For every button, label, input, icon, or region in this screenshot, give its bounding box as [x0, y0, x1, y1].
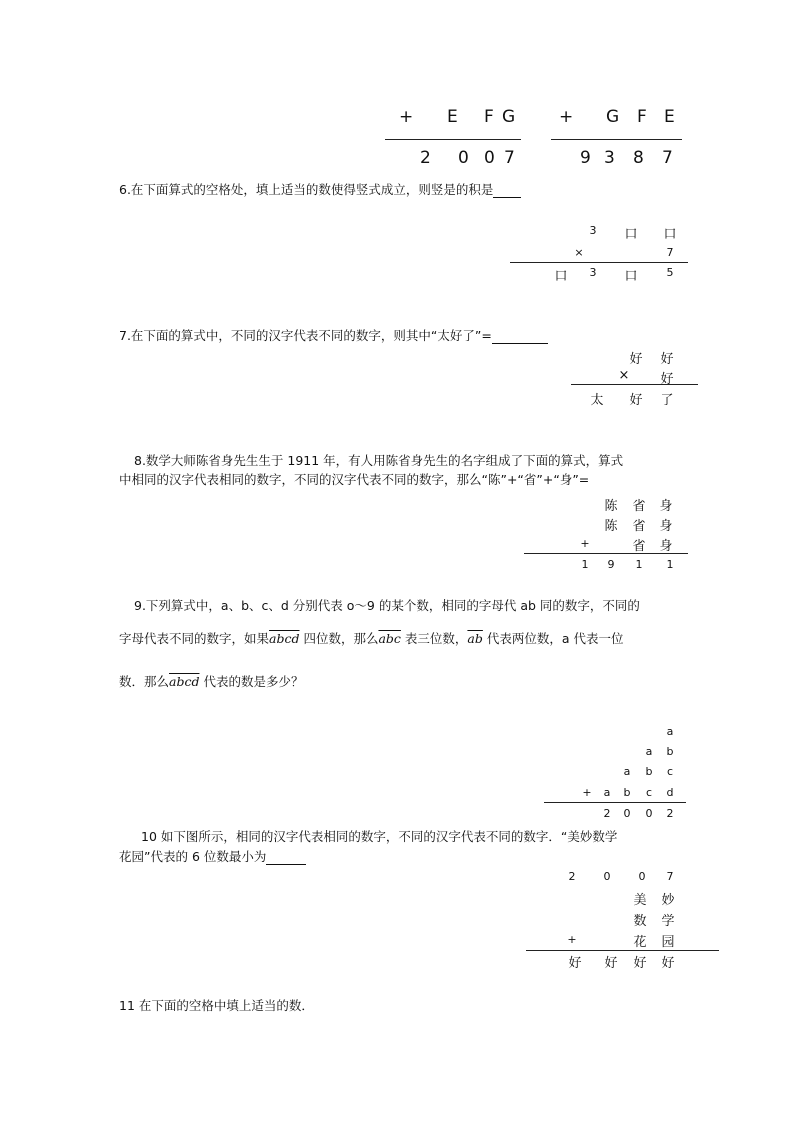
hanzi-digit: 太 — [590, 393, 604, 408]
digit: 7 — [666, 246, 674, 259]
plus-sign: + — [399, 107, 414, 127]
hanzi-digit: 了 — [660, 393, 674, 408]
question-11-text: 11 在下面的空格中填上适当的数． — [119, 998, 314, 1013]
letter-digit: c — [666, 765, 674, 778]
sum-line — [544, 802, 686, 803]
hanzi-digit: 好 — [604, 956, 618, 971]
hanzi-digit: 省 — [632, 539, 646, 554]
answer-blank — [266, 851, 306, 865]
result-digit: 2 — [420, 148, 431, 168]
digit: 7 — [666, 870, 674, 883]
hanzi-digit: 好 — [629, 393, 643, 408]
question-8-line-2: 中相同的汉字代表相同的数字，不同的汉字代表不同的数字，那么“陈”+“省”+“身”= — [119, 472, 590, 487]
result-digit: 7 — [504, 148, 515, 168]
hanzi-digit: 好 — [660, 372, 674, 387]
letter-digit: a — [623, 765, 631, 778]
result-digit: 1 — [635, 558, 643, 571]
hanzi-digit: 美 — [633, 893, 647, 908]
question-9-line-1: 9.下列算式中，a、b、c、d 分别代表 o～9 的某个数，相同的字母代 ab 同的数字，不同的 — [134, 598, 640, 613]
digit: 5 — [666, 266, 674, 279]
question-6-text: 6.在下面算式的空格处，填上适当的数使得竖式成立，则竖是的积是 — [119, 182, 521, 198]
question-10-line-2: 花园”代表的 6 位数最小为 — [119, 849, 306, 865]
overline-abc: $\overline{abc}$ — [378, 631, 401, 646]
box-placeholder: 口 — [624, 269, 638, 284]
result-digit: 9 — [607, 558, 615, 571]
hanzi-digit: 好 — [633, 956, 647, 971]
result-digit: 7 — [662, 148, 673, 168]
hanzi-digit: 身 — [659, 499, 673, 514]
letter-digit: a — [603, 786, 611, 799]
hanzi-digit: 好 — [660, 352, 674, 367]
sum-line — [551, 139, 682, 140]
box-placeholder: 口 — [554, 269, 568, 284]
hanzi-digit: 省 — [632, 519, 646, 534]
digit: 3 — [589, 266, 597, 279]
result-digit: 1 — [581, 558, 589, 571]
hanzi-digit: 妙 — [661, 893, 675, 908]
digit: E — [664, 107, 675, 127]
overline-ab: $\overline{ab}$ — [467, 631, 483, 646]
result-digit: 8 — [633, 148, 644, 168]
plus-sign: + — [567, 933, 577, 946]
sum-line — [385, 139, 521, 140]
hanzi-digit: 学 — [661, 914, 675, 929]
digit: 0 — [638, 870, 646, 883]
overline-abcd: abcd — [269, 631, 300, 646]
result-digit: 2 — [666, 807, 674, 820]
letter-digit: c — [645, 786, 653, 799]
times-sign: × — [574, 246, 584, 259]
plus-sign: + — [580, 537, 590, 550]
box-placeholder: 口 — [624, 227, 638, 242]
result-digit: 0 — [484, 148, 495, 168]
hanzi-digit: 好 — [629, 352, 643, 367]
digit: G — [502, 107, 516, 127]
hanzi-digit: 身 — [659, 519, 673, 534]
plus-sign: + — [559, 107, 574, 127]
digit: F — [637, 107, 647, 127]
hanzi-digit: 好 — [661, 956, 675, 971]
result-digit: 0 — [645, 807, 653, 820]
digit: F — [484, 107, 494, 127]
letter-digit: b — [645, 765, 653, 778]
hanzi-digit: 身 — [659, 539, 673, 554]
question-9-line-2: 字母代表不同的数字，如果abcd 四位数，那么$\overline{abc}$ 表三位数，$\overline{ab}$ 代表两位数，a 代表一位 — [119, 631, 624, 646]
question-9-line-3: 数．那么abcd 代表的数是多少？ — [119, 674, 304, 689]
result-digit: 9 — [580, 148, 591, 168]
digit: 3 — [589, 224, 597, 237]
hanzi-digit: 花 — [633, 935, 647, 950]
question-7-text: 7.在下面的算式中，不同的汉字代表不同的数字，则其中“太好了”= — [119, 328, 548, 344]
letter-digit: a — [645, 745, 653, 758]
result-digit: 1 — [666, 558, 674, 571]
question-10-line-1: 10 如下图所示，相同的汉字代表相同的数字，不同的汉字代表不同的数字．“美妙数学 — [141, 829, 618, 844]
letter-digit: b — [623, 786, 631, 799]
product-line — [571, 384, 698, 385]
sum-line — [526, 950, 719, 951]
result-digit: 3 — [604, 148, 615, 168]
plus-sign: + — [582, 786, 592, 799]
digit: 2 — [568, 870, 576, 883]
result-digit: 2 — [603, 807, 611, 820]
sum-line — [524, 553, 688, 554]
hanzi-digit: 陈 — [604, 519, 618, 534]
hanzi-digit: 省 — [632, 499, 646, 514]
digit: E — [447, 107, 458, 127]
question-8-line-1: 8.数学大师陈省身先生生于 1911 年，有人用陈省身先生的名字组成了下面的算式，算式 — [134, 453, 624, 468]
answer-blank — [492, 330, 548, 344]
digit: G — [606, 107, 620, 127]
letter-digit: d — [666, 786, 674, 799]
overline-abcd: abcd — [169, 674, 200, 689]
product-line — [510, 262, 688, 263]
times-sign: × — [618, 368, 630, 383]
letter-digit: a — [666, 725, 674, 738]
hanzi-digit: 园 — [661, 935, 675, 950]
answer-blank — [493, 184, 521, 198]
hanzi-digit: 好 — [568, 956, 582, 971]
result-digit: 0 — [458, 148, 469, 168]
hanzi-digit: 陈 — [604, 499, 618, 514]
hanzi-digit: 数 — [633, 914, 647, 929]
box-placeholder: 口 — [663, 227, 677, 242]
result-digit: 0 — [623, 807, 631, 820]
digit: 0 — [603, 870, 611, 883]
letter-digit: b — [666, 745, 674, 758]
